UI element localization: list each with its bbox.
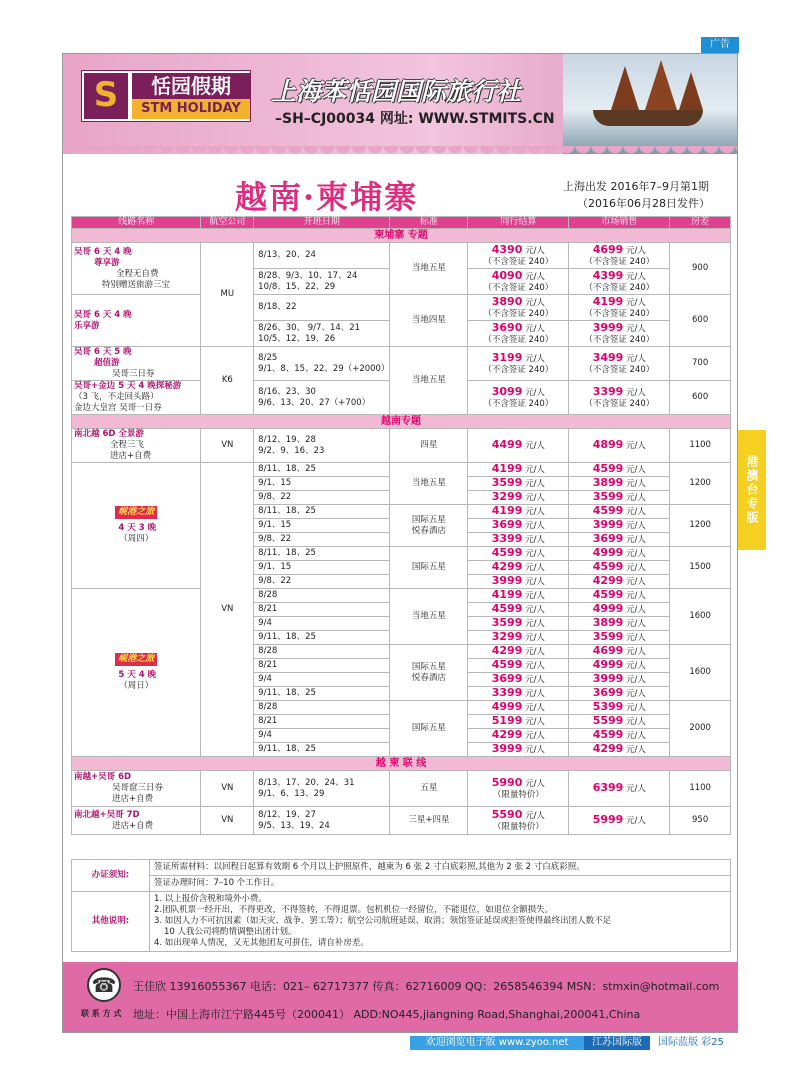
table-row: 9/8、22 3399 元/人 3699 元/人 bbox=[72, 533, 731, 547]
col-route: 线路名称 bbox=[72, 217, 201, 229]
table-row: 8/28、9/3、10、17、24 10/8、15、22、29 4090 元/人 （不含签证 240） 4399 元/人 （不含签证 240） bbox=[72, 269, 731, 295]
ad-frame bbox=[62, 53, 738, 1033]
table-row: 9/11、18、25 3299 元/人 3599 元/人 bbox=[72, 631, 731, 645]
contact-line-1: 王佳欣 13916055367 电话：021– 62717377 传真：62716009 QQ：2658546394 MSN：stmxin@hotmail.com bbox=[133, 980, 720, 993]
airline-cell: MU bbox=[201, 243, 254, 347]
side-tab-hk-macau-taiwan[interactable]: 港澳台专版 bbox=[738, 430, 766, 550]
table-row: 岘港之旅 4 天 3 晚 （周四） VN 8/11、18、25 当地五星 4199 元/人 4599 元/人 1200 bbox=[72, 463, 731, 477]
license-and-website: –SH–CJ00034 网址: WWW.STMITS.CN bbox=[275, 111, 555, 127]
route-cell: 吴哥 6 天 4 晚 尊享游 全程无自费 特别赠送旅游三宝 bbox=[72, 243, 201, 295]
footer-edition: 江苏国际版 bbox=[584, 1036, 650, 1050]
visa-note-2: 签证办理时间：7–10 个工作日。 bbox=[150, 876, 731, 892]
contact-slogan: 联 系 方 式 bbox=[81, 1009, 122, 1018]
footer-page: 国际蓝版 彩25 bbox=[658, 1037, 724, 1048]
table-row: 南越+吴哥 6D 吴哥窟三日券 进店+自费 VN 8/13、17、20、24、31 9/1、6、13、29 五星 5990 元/人 （限量特价） 6399 元/人 1100 bbox=[72, 771, 731, 807]
visa-note-1: 签证所需材料：以回程日起算有效期 6 个月以上护照原件，越柬为 6 张 2 寸白底彩照,其他为 2 张 2 寸白底彩照。 bbox=[150, 860, 731, 876]
col-peer-price: 同行结算 bbox=[468, 217, 569, 229]
col-dates: 开班日期 bbox=[254, 217, 390, 229]
section-cambodia: 柬埔寨 专题 bbox=[72, 229, 731, 243]
route-cell: 南北越+吴哥 7D 进店+自费 bbox=[72, 807, 201, 835]
table-row: 9/1、15 3599 元/人 3899 元/人 bbox=[72, 477, 731, 491]
table-row: 9/8、22 3299 元/人 3599 元/人 bbox=[72, 491, 731, 505]
table-row: 8/28 国际五星 4999 元/人 5399 元/人 2000 bbox=[72, 701, 731, 715]
table-row: 8/21 4599 元/人 4999 元/人 bbox=[72, 603, 731, 617]
table-row: 南北越+吴哥 7D 进店+自费 VN 8/12、19、27 9/5、13、19、24 三星+四星 5590 元/人 （限量特价） 5999 元/人 950 bbox=[72, 807, 731, 835]
contact-bar bbox=[63, 962, 737, 1032]
phone-icon: ☎ bbox=[87, 968, 121, 1002]
table-row: 南北越 6D 全景游 全程三飞 进店+自费 VN 8/12、19、28 9/2、9、16、23 四星 4499 元/人 4899 元/人 1100 bbox=[72, 429, 731, 463]
section-combo: 越 柬 联 线 bbox=[72, 757, 731, 771]
table-row: 8/11、18、25 国际五星 悦春酒店 4199 元/人 4599 元/人 1200 bbox=[72, 505, 731, 519]
notes-table bbox=[71, 859, 731, 952]
route-cell: 岘港之旅 4 天 3 晚 （周四） bbox=[72, 463, 201, 589]
footer bbox=[410, 1036, 740, 1050]
col-room-diff: 房差 bbox=[670, 217, 731, 229]
logo-cn: 恬园假期 bbox=[132, 73, 250, 99]
section-vietnam: 越南专题 bbox=[72, 415, 731, 429]
logo-en: STM HOLIDAY bbox=[132, 99, 250, 119]
junk-boat-image bbox=[563, 54, 737, 154]
other-notes: 1. 以上报价含税和境外小费。 2.团队机票一经开出，不得更改，不得签转，不得退票。包机机位一经留位，不能退位，如退位全额损失。 3. 如因人力不可抗因素（如天灾、战争、罢工等）；航空公司航班延误、取消；领馆签证延误或拒签使得最终出团人数不足 10 人我公司将酌情调整出团计划。 4. 如出现单人情况，又无其他团友可拼住，请自补房差。 bbox=[150, 892, 731, 952]
table-row: 9/8、22 3999 元/人 4299 元/人 bbox=[72, 575, 731, 589]
page-title: 越南·柬埔寨 bbox=[235, 178, 419, 216]
visa-label: 办证须知: bbox=[72, 860, 150, 892]
route-cell: 吴哥+金边 5 天 4 晚探秘游 （3 飞，不走回头路） 金边大皇宫 吴哥一日券 bbox=[72, 381, 201, 415]
danang-rows bbox=[72, 463, 731, 757]
ad-tag: 广告 bbox=[701, 37, 739, 53]
publication-info: 上海出发 2016年7–9月第1期 （2016年06月28日发件） bbox=[563, 180, 710, 210]
table-row: 8/28 国际五星 悦春酒店 4299 元/人 4699 元/人 1600 bbox=[72, 645, 731, 659]
table-row: 9/1、15 4299 元/人 4599 元/人 bbox=[72, 561, 731, 575]
table-row: 8/21 4599 元/人 4999 元/人 bbox=[72, 659, 731, 673]
footer-website-link[interactable]: 欢迎浏览电子版 www.zyoo.net bbox=[410, 1036, 584, 1050]
contact-line-2: 地址：中国上海市江宁路445号（200041） ADD:NO445,jiangning Road,Shanghai,200041,China bbox=[133, 1008, 641, 1021]
table-row: 吴哥 6 天 4 晚 乐享游 8/18、22 当地四星 3890 元/人 （不含签证 240） 4199 元/人 （不含签证 240） 600 bbox=[72, 295, 731, 321]
logo-s-icon: S bbox=[84, 73, 128, 119]
airline-cell: VN bbox=[201, 463, 254, 757]
route-cell: 吴哥 6 天 4 晚 乐享游 bbox=[72, 295, 201, 347]
table-row: 吴哥+金边 5 天 4 晚探秘游 （3 飞，不走回头路） 金边大皇宫 吴哥一日券 8/16、23、30 9/6、13、20、27（+700） 3099 元/人 （不含签证 240） 3399 元/人 （不含签证 240） 600 bbox=[72, 381, 731, 415]
table-header-row bbox=[72, 217, 731, 229]
route-cell: 岘港之旅 5 天 4 晚 （周日） bbox=[72, 589, 201, 757]
col-market-price: 市场销售 bbox=[569, 217, 670, 229]
table-row: 9/11、18、25 3999 元/人 4299 元/人 bbox=[72, 743, 731, 757]
stm-logo bbox=[81, 70, 251, 122]
company-name: 上海苯恬园国际旅行社 bbox=[271, 77, 522, 106]
danang-badge: 岘港之旅 bbox=[115, 653, 157, 666]
col-standard: 标准 bbox=[390, 217, 468, 229]
route-cell: 南北越 6D 全景游 全程三飞 进店+自费 bbox=[72, 429, 201, 463]
table-row: 9/1、15 3699 元/人 3999 元/人 bbox=[72, 519, 731, 533]
table-row: 8/11、18、25 国际五星 4599 元/人 4999 元/人 1500 bbox=[72, 547, 731, 561]
price-table bbox=[71, 216, 731, 835]
other-label: 其他说明: bbox=[72, 892, 150, 952]
table-row: 8/26、30、 9/7、14、21 10/5、12、19、26 3690 元/人 （不含签证 240） 3999 元/人 （不含签证 240） bbox=[72, 321, 731, 347]
table-row: 吴哥 6 天 5 晚 超值游 吴哥三日券 K6 8/25 9/1、8、15、22、29（+2000） 当地五星 3199 元/人 （不含签证 240） 3499 元/人 （不含签证 240） 700 bbox=[72, 347, 731, 381]
table-row: 9/4 4299 元/人 4599 元/人 bbox=[72, 729, 731, 743]
header-banner bbox=[63, 54, 737, 154]
table-row: 岘港之旅 5 天 4 晚 （周日） 8/28 当地五星 4199 元/人 4599 元/人 1600 bbox=[72, 589, 731, 603]
table-row: 吴哥 6 天 4 晚 尊享游 全程无自费 特别赠送旅游三宝 MU 8/13、20、24 当地五星 4390 元/人 （不含签证 240） 4699 元/人 （不含签证 240） 900 bbox=[72, 243, 731, 269]
danang-badge: 岘港之旅 bbox=[115, 506, 157, 519]
col-airline: 航空公司 bbox=[201, 217, 254, 229]
scallop-edge bbox=[63, 146, 737, 160]
table-row: 9/11、18、25 3399 元/人 3699 元/人 bbox=[72, 687, 731, 701]
table-row: 8/21 5199 元/人 5599 元/人 bbox=[72, 715, 731, 729]
route-cell: 吴哥 6 天 5 晚 超值游 吴哥三日券 bbox=[72, 347, 201, 381]
route-cell: 南越+吴哥 6D 吴哥窟三日券 进店+自费 bbox=[72, 771, 201, 807]
table-row: 9/4 3699 元/人 3999 元/人 bbox=[72, 673, 731, 687]
table-row: 9/4 3599 元/人 3899 元/人 bbox=[72, 617, 731, 631]
